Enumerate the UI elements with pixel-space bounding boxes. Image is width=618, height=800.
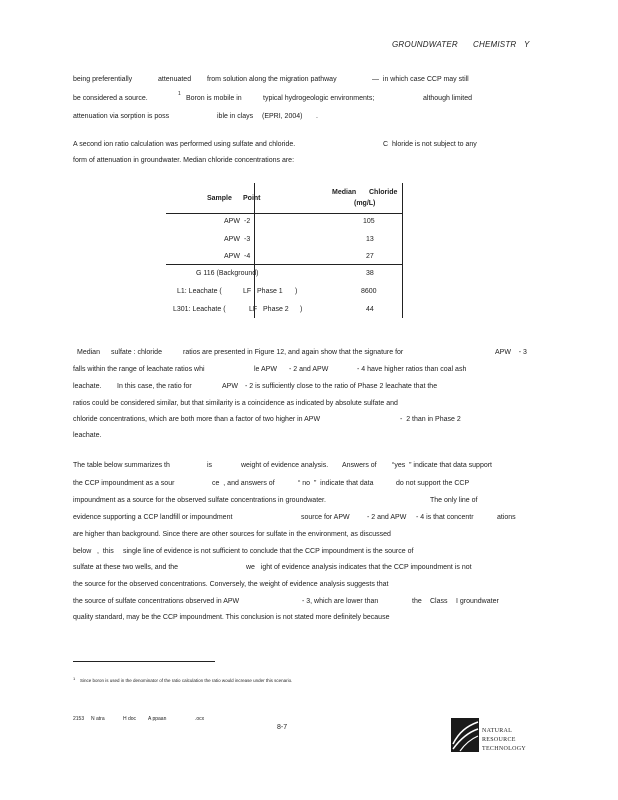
text: attenuated (158, 76, 192, 83)
table-cell-value: 44 (366, 306, 374, 313)
text: - 2 is sufficiently close to the ratio of Phase 2 leachate that the (245, 383, 438, 390)
text: is (207, 462, 213, 469)
header-chemistry-end: Y (524, 40, 530, 49)
text: - 3, which are lower than (302, 598, 379, 605)
text: impoundment as a source for the observed sulfate concentrations in groundwater. (73, 497, 326, 504)
table-cell-value: 13 (366, 236, 374, 243)
text: . (316, 113, 318, 120)
text: the (412, 598, 422, 605)
table-header-rule (166, 213, 403, 214)
text: form of attenuation in groundwater. Median chloride concentrations are: (73, 157, 295, 164)
table-cell-value: 27 (366, 253, 374, 260)
text: APW - 3 (495, 349, 527, 356)
text: - 2 and APW (289, 366, 329, 373)
table-cell-value: 38 (366, 270, 374, 277)
logo-text-line-3: TECHNOLOGY (482, 746, 526, 752)
text: N atra (91, 716, 105, 722)
text: A ppaan (148, 716, 167, 722)
table-cell-point: LF Phase 1 (243, 288, 283, 295)
table-cell-value: 105 (363, 218, 375, 225)
table-header-sample: Sample (207, 195, 232, 202)
text: from solution along the migration pathway (207, 76, 337, 83)
text: , this (97, 548, 114, 555)
text: below (73, 548, 92, 555)
text: leachate. (73, 432, 102, 439)
text: 2153 (73, 716, 85, 722)
text: - 2 than in Phase 2 (400, 416, 461, 423)
table-cell-point: LF Phase 2 (249, 306, 289, 313)
text: ratios are presented in Figure 12, and again show that the signature for (183, 349, 404, 356)
header-groundwater: GROUNDWATER (392, 40, 458, 49)
text: chloride concentrations, which are both more than a factor of two higher in APW (73, 416, 321, 423)
table-header-unit: (mg/L) (354, 200, 376, 207)
footnote-separator (73, 661, 215, 662)
table-cell-value: 8600 (361, 288, 377, 295)
text: Class (430, 598, 448, 605)
citation: (EPRI, 2004) (262, 113, 303, 120)
table-column-divider (254, 183, 255, 318)
text: C hloride is not subject to any (383, 141, 477, 148)
text: ations (497, 514, 516, 521)
text: the source of sulfate concentrations observed in APW (73, 598, 240, 605)
text: Boron is mobile in (186, 95, 242, 102)
text: - 4 is that concentr (416, 514, 474, 521)
text: be considered a source. (73, 95, 148, 102)
text: A second ion ratio calculation was performed using sulfate and chloride. (73, 141, 296, 148)
text: source for APW (301, 514, 350, 521)
footnote-text: Since boron is used in the denominator of the ratio calculation the ratio would increase under this scenario. (80, 678, 293, 683)
text: sulfate : chloride (111, 349, 162, 356)
table-cell-sample: L301: Leachate ( (173, 306, 226, 313)
text: ible in clays (217, 113, 254, 120)
text: quality standard, may be the CCP impoundment. This conclusion is not stated more definitely because (73, 614, 390, 621)
table-cell-sample: APW (224, 218, 240, 225)
text: evidence supporting a CCP landfill or impoundment (73, 514, 233, 521)
footnote-ref: 1 (178, 91, 181, 97)
table-cell-point: -2 (244, 218, 251, 225)
text: falls within the range of leachate ratios whi (73, 366, 205, 373)
text: - 4 have higher ratios than coal ash (357, 366, 467, 373)
table-cell-point: -3 (244, 236, 251, 243)
table-header-chloride: Chloride (369, 189, 398, 196)
text: .ocx (195, 716, 205, 722)
table-cell-sample: APW (224, 253, 240, 260)
table-right-border (402, 183, 403, 318)
text: In this case, the ratio for (117, 383, 192, 390)
text: APW (222, 383, 238, 390)
table-cell-sample: G 116 (Background) (196, 270, 259, 277)
text: leachate. (73, 383, 102, 390)
table-cell-sample: APW (224, 236, 240, 243)
text: H doc (123, 716, 137, 722)
text: although limited (423, 95, 473, 102)
text: we ight of evidence analysis indicates that the CCP impoundment is not (246, 564, 472, 571)
text: ce , and answers of (212, 480, 275, 487)
table-cell-paren: ) (300, 306, 303, 313)
text: The only line of (430, 497, 478, 504)
logo-text-line-2: RESOURCE (482, 737, 516, 743)
text: - 2 and APW (367, 514, 407, 521)
table-cell-sample: L1: Leachate ( (177, 288, 222, 295)
text: single line of evidence is not sufficient to conclude that the CCP impoundment is the source of (123, 548, 414, 555)
text: ratios could be considered similar, but that similarity is a coincidence as indicated by absolute sulfate and (73, 400, 398, 407)
logo-mark-icon (451, 718, 479, 752)
text: typical hydrogeologic environments; (263, 95, 375, 102)
text: “yes ” indicate that data support (392, 462, 492, 469)
text: attenuation via sorption is poss (73, 113, 170, 120)
text: weight of evidence analysis. (241, 462, 329, 469)
text: do not support the CCP (396, 480, 470, 487)
text: — in which case CCP may still (372, 76, 469, 83)
table-cell-point: -4 (244, 253, 251, 260)
logo-text-line-1: NATURAL (482, 728, 513, 734)
footnote-mark: 1 (73, 676, 76, 681)
text: Median (77, 349, 100, 356)
header-chemistry-part: CHEMISTR (473, 40, 517, 49)
text: are higher than background. Since there are other sources for sulfate in the environment, as discussed (73, 531, 391, 538)
text: the CCP impoundment as a sour (73, 480, 175, 487)
text: Answers of (342, 462, 377, 469)
text: sulfate at these two wells, and the (73, 564, 179, 571)
table-header-point: Point (243, 195, 261, 202)
table-group-rule (166, 264, 403, 265)
text: le APW (254, 366, 277, 373)
table-header-median: Median (332, 189, 357, 196)
page-number: 8-7 (277, 724, 288, 731)
text: I groundwater (456, 598, 499, 605)
text: being preferentially (73, 76, 133, 83)
table-cell-paren: ) (295, 288, 298, 295)
text: the source for the observed concentrations. Conversely, the weight of evidence analysis suggests that (73, 581, 389, 588)
text: “ no ” indicate that data (298, 480, 374, 487)
text: The table below summarizes th (73, 462, 170, 469)
